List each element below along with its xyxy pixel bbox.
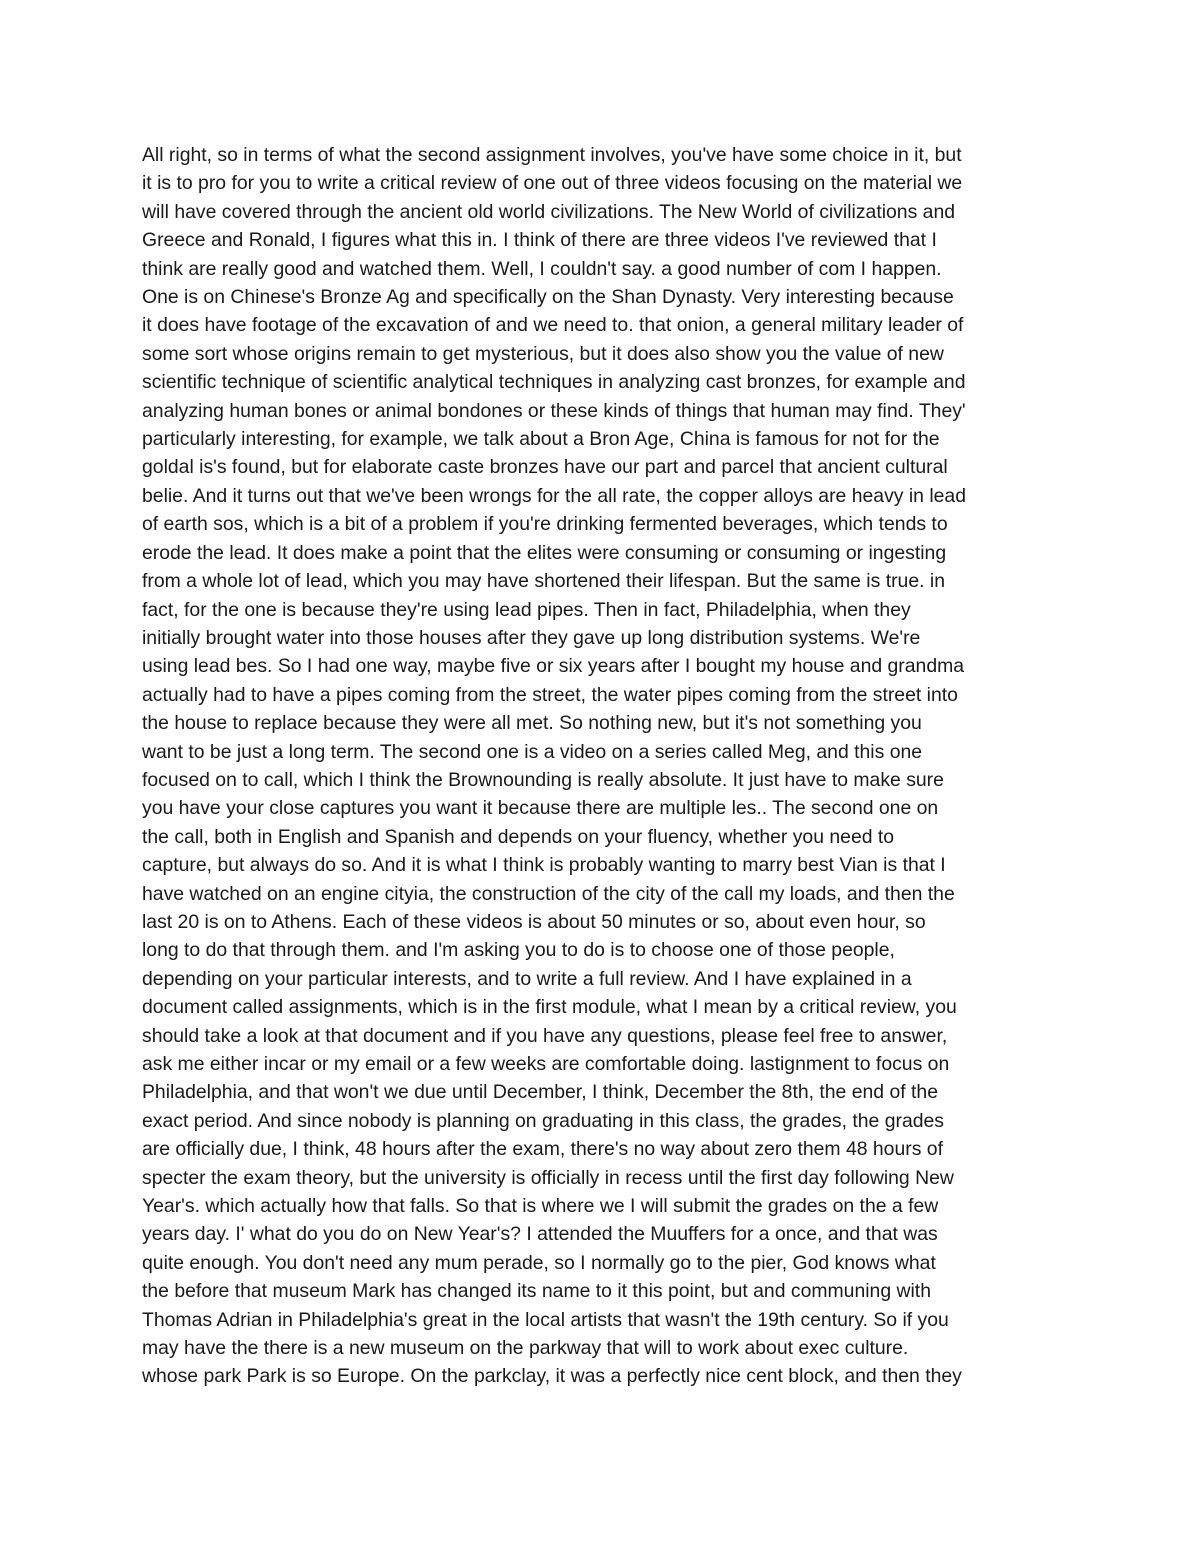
text-line: are officially due, I think, 48 hours after the exam, there's no way about zero them 48 hours of — [142, 1138, 943, 1161]
text-line: capture, but always do so. And it is what I think is probably wanting to marry best Vian is that I — [142, 854, 946, 877]
text-line: the before that museum Mark has changed its name to it this point, but and communing with — [142, 1280, 931, 1303]
text-line: of earth sos, which is a bit of a problem if you're drinking fermented beverages, which tends to — [142, 513, 948, 536]
text-line: it is to pro for you to write a critical review of one out of three videos focusing on the material we — [142, 172, 963, 195]
text-line: have watched on an engine cityia, the construction of the city of the call my loads, and then the — [142, 882, 955, 905]
text-line: using lead bes. So I had one way, maybe five or six years after I bought my house and grandma — [142, 655, 965, 678]
text-line: document called assignments, which is in the first module, what I mean by a critical review, you — [142, 996, 957, 1019]
text-line: Philadelphia, and that won't we due until December, I think, December the 8th, the end of the — [142, 1081, 938, 1104]
text-line: the call, both in English and Spanish and depends on your fluency, whether you need to — [142, 825, 895, 848]
text-line: All right, so in terms of what the second assignment involves, you've have some choice in it, but — [142, 144, 962, 166]
text-line: particularly interesting, for example, we talk about a Bron Age, China is famous for not for the — [142, 428, 940, 451]
text-line: the house to replace because they were all met. So nothing new, but it's not something you — [142, 712, 922, 735]
text-line: exact period. And since nobody is planning on graduating in this class, the grades, the grades — [142, 1109, 945, 1132]
text-line: whose park Park is so Europe. On the parkclay, it was a perfectly nice cent block, and then they — [142, 1365, 962, 1388]
text-line: should take a look at that document and if you have any questions, please feel free to answer, — [142, 1024, 948, 1047]
text-line: initially brought water into those houses after they gave up long distribution systems. We're — [142, 626, 921, 649]
text-line: specter the exam theory, but the university is officially in recess until the first day following New — [142, 1166, 954, 1189]
text-line: belie. And it turns out that we've been wrongs for the all rate, the copper alloys are heavy in lead — [142, 484, 966, 507]
text-line: may have the there is a new museum on the parkway that will to work about exec culture. — [142, 1337, 909, 1360]
text-line: last 20 is on to Athens. Each of these videos is about 50 minutes or so, about even hour, so — [142, 910, 926, 933]
text-line: analyzing human bones or animal bondones or these kinds of things that human may find. They' — [142, 399, 966, 422]
text-line: will have covered through the ancient old world civilizations. The New World of civilizations and — [142, 200, 956, 223]
text-line: goldal is's found, but for elaborate caste bronzes have our part and parcel that ancient cultural — [142, 456, 948, 479]
text-line: you have your close captures you want it because there are multiple les.. The second one on — [142, 797, 939, 820]
text-line: erode the lead. It does make a point that the elites were consuming or consuming or ingesting — [142, 541, 947, 564]
text-line: focused on to call, which I think the Brownounding is really absolute. It just have to make sure — [142, 768, 944, 791]
text-line: fact, for the one is because they're using lead pipes. Then in fact, Philadelphia, when they — [142, 598, 911, 621]
text-line: want to be just a long term. The second one is a video on a series called Meg, and this one — [142, 740, 923, 763]
text-line: Greece and Ronald, I figures what this in. I think of there are three videos I've reviewed that I — [142, 229, 937, 252]
text-line: quite enough. You don't need any mum perade, so I normally go to the pier, God knows what — [142, 1251, 936, 1274]
body-text — [142, 141, 1072, 1391]
text-line: years day. I' what do you do on New Year's? I attended the Muuffers for a once, and that was — [142, 1223, 938, 1246]
text-line: long to do that through them. and I'm asking you to do is to choose one of those people, — [142, 939, 895, 962]
text-line: actually had to have a pipes coming from the street, the water pipes coming from the street into — [142, 683, 958, 706]
text-line: some sort whose origins remain to get mysterious, but it does also show you the value of new — [142, 342, 944, 365]
text-line: Year's. which actually how that falls. So that is where we I will submit the grades on the a few — [142, 1195, 939, 1218]
text-line: think are really good and watched them. Well, I couldn't say. a good number of com I happen. — [142, 257, 942, 280]
text-line: scientific technique of scientific analytical techniques in analyzing cast bronzes, for example and — [142, 371, 966, 394]
text-line: depending on your particular interests, and to write a full review. And I have explained in a — [142, 967, 912, 990]
text-line: Thomas Adrian in Philadelphia's great in the local artists that wasn't the 19th century. So if you — [142, 1308, 949, 1331]
text-line: it does have footage of the excavation of and we need to. that onion, a general military leader of — [142, 314, 964, 337]
text-line: ask me either incar or my email or a few weeks are comfortable doing. lastignment to focus on — [142, 1053, 950, 1075]
text-line: from a whole lot of lead, which you may have shortened their lifespan. But the same is true. in — [142, 570, 945, 593]
text-line: One is on Chinese's Bronze Ag and specifically on the Shan Dynasty. Very interesting because — [142, 286, 954, 309]
